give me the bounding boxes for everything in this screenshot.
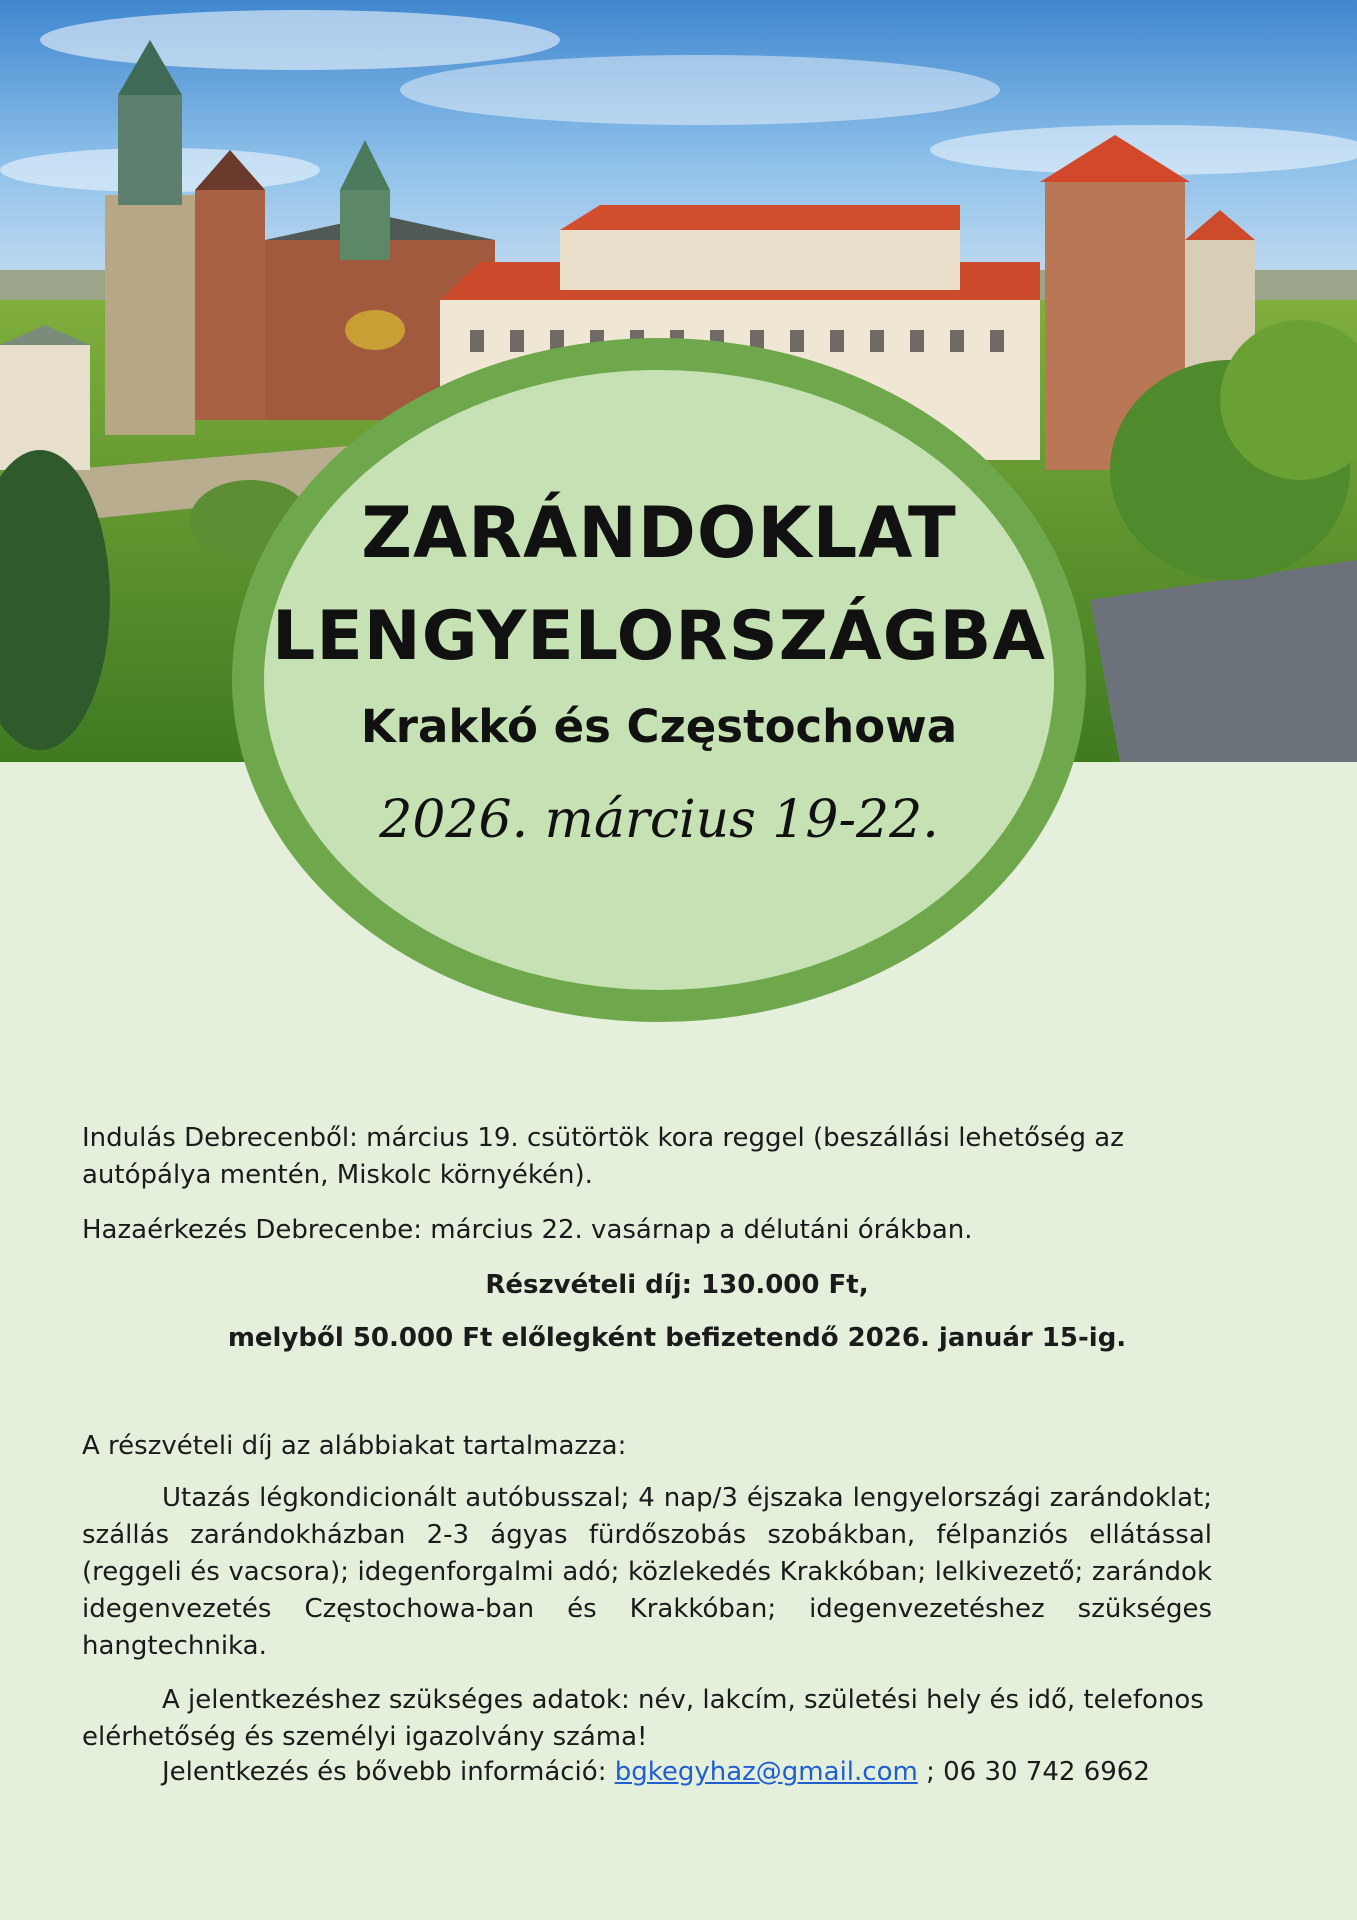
contact-line — [82, 1754, 1312, 1791]
contact-label: Jelentkezés és bővebb információ: — [162, 1757, 607, 1787]
participation-fee: Részvételi díj: 130.000 Ft, — [485, 1270, 869, 1300]
departure-info: Indulás Debrecenből: március 19. csütörtök kora reggel (beszállási lehetőség az autópálya mentén, Miskolc környékén). — [82, 1123, 1124, 1190]
event-dates: 2026. március 19-22. — [379, 790, 939, 850]
title-oval — [232, 338, 1086, 1022]
includes-text: Utazás légkondicionált autóbusszal; 4 nap/3 éjszaka lengyelországi zarándoklat; szállás zarándokházban 2-3 ágyas fürdőszobás szobákban, félpanziós ellátással (reggeli és vacsora); idegenforgalmi adó; közlekedés Krakkóban; lelkivezető; zarándok idegenvezetés Częstochowa-ban és Krakkóban; idegenvezetéshez szükséges hangtechnika. — [82, 1483, 1212, 1661]
contact-phone: ; 06 30 742 6962 — [926, 1757, 1150, 1787]
subtitle: Krakkó és Częstochowa — [360, 700, 958, 753]
includes-heading: A részvételi díj az alábbiakat tartalmazza: — [82, 1431, 627, 1461]
required-data: A jelentkezéshez szükséges adatok: név, lakcím, születési hely és idő, telefonos elérhetőség és személyi igazolvány száma! — [82, 1685, 1204, 1752]
title-line-1: ZARÁNDOKLAT — [361, 492, 957, 574]
arrival-info: Hazaérkezés Debrecenbe: március 22. vasárnap a délutáni órákban. — [82, 1215, 973, 1245]
title-line-2: LENGYELORSZÁGBA — [272, 597, 1046, 676]
deposit-info: melyből 50.000 Ft előlegként befizetendő 2026. január 15-ig. — [227, 1323, 1127, 1353]
contact-email-link[interactable]: bgkegyhaz@gmail.com — [614, 1757, 918, 1787]
